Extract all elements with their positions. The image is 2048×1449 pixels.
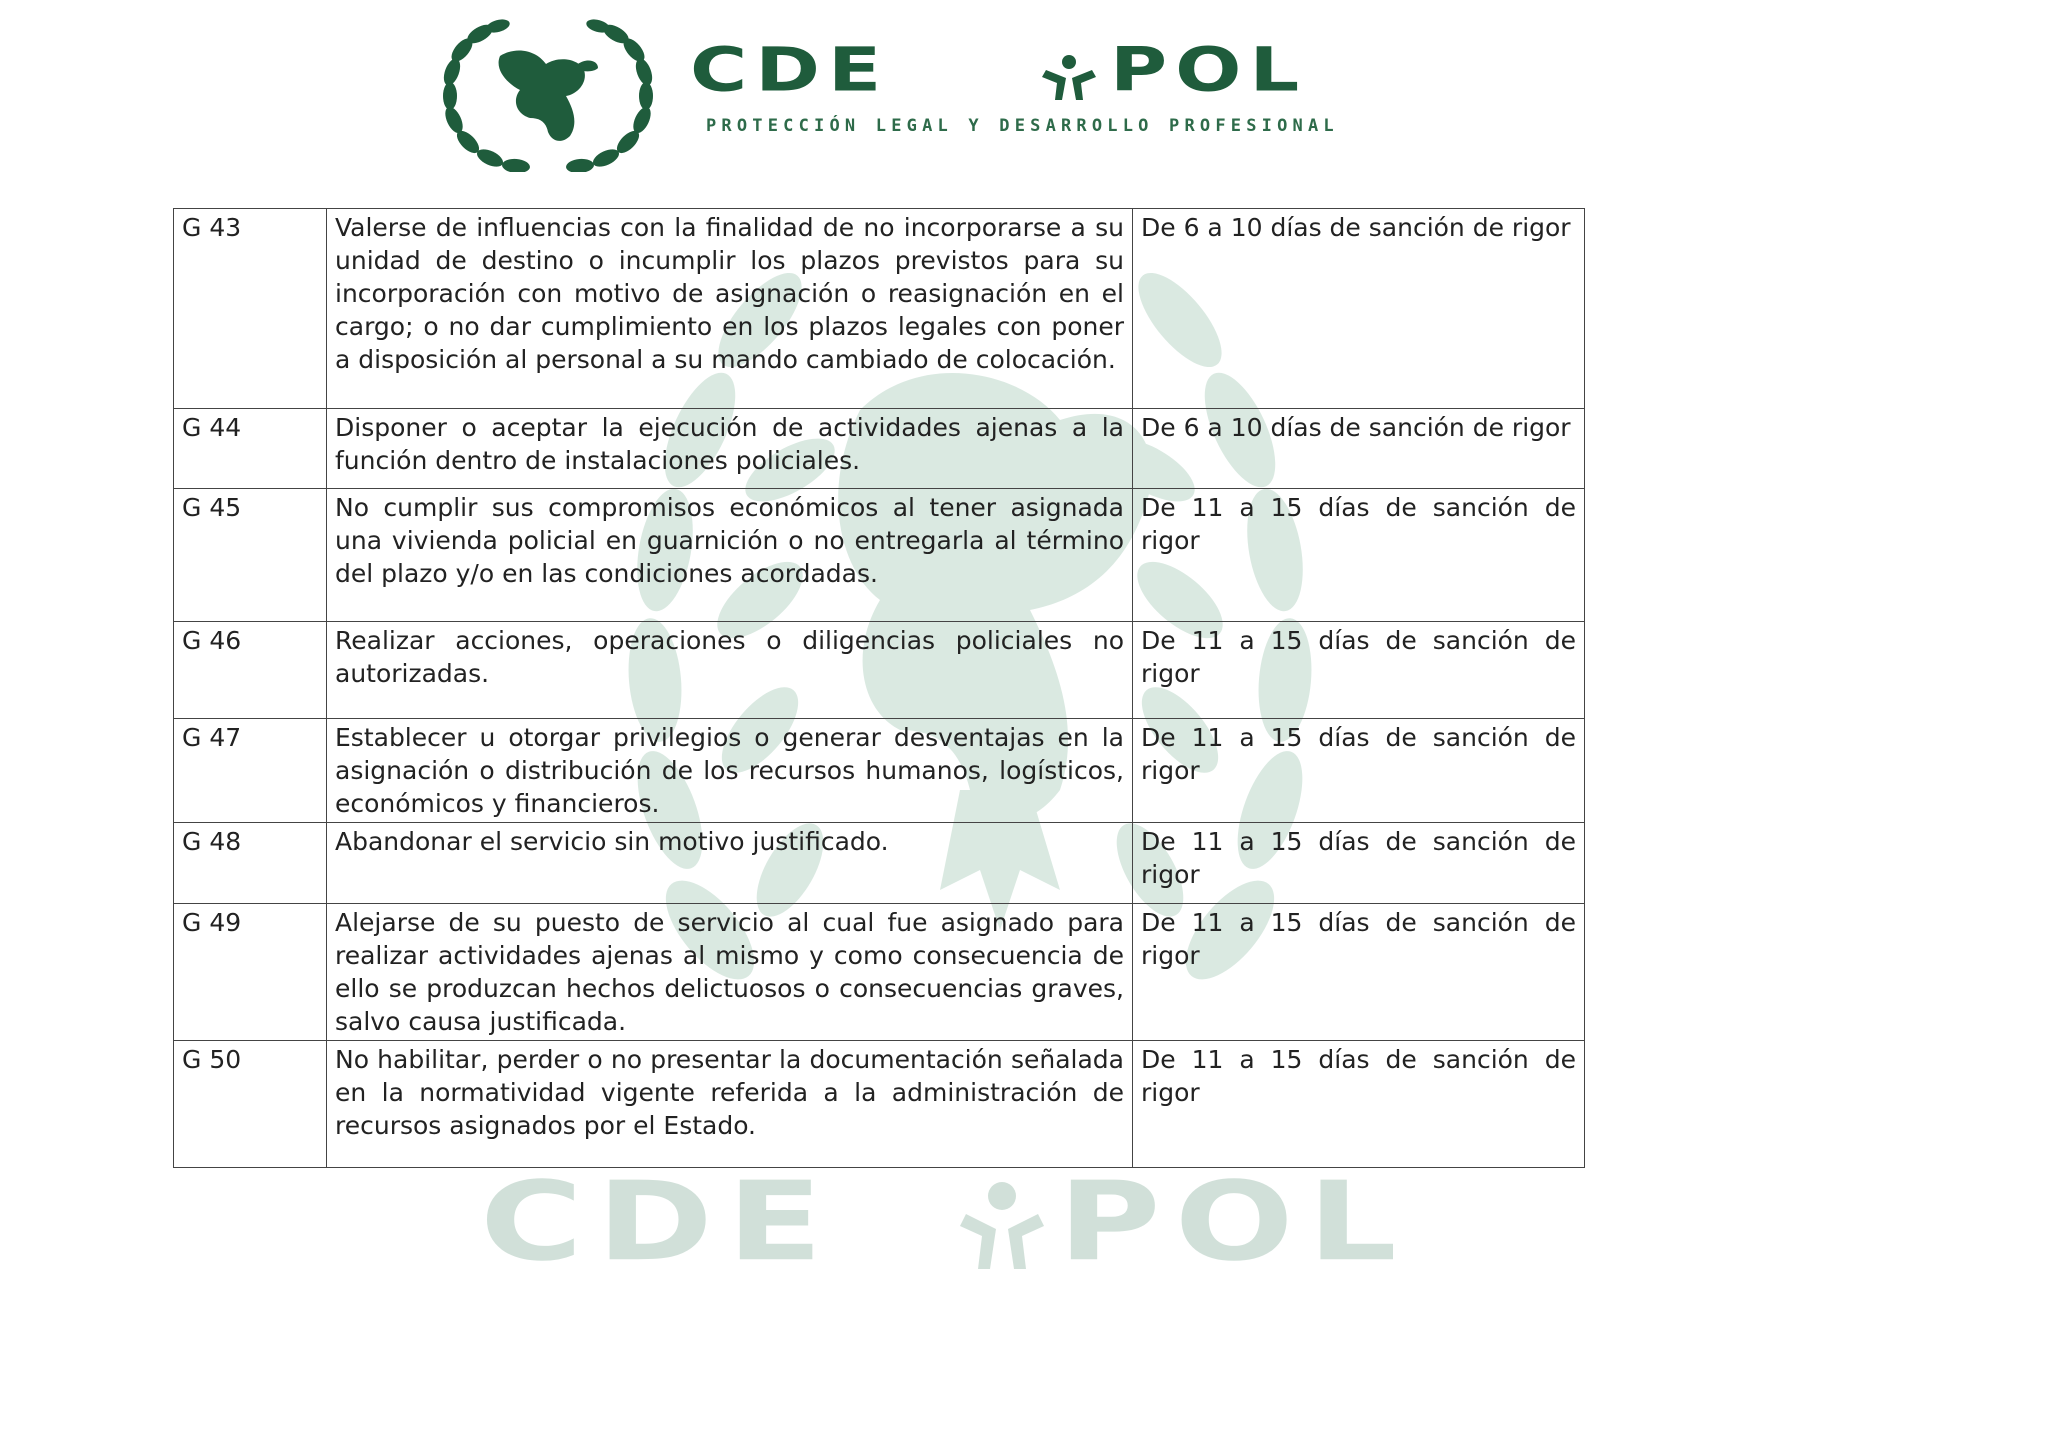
infraction-description: No habilitar, perder o no presentar la documentación señalada en la normatividad vigente referida a la administración de recursos asignados por el Estado.	[327, 1041, 1133, 1168]
infraction-code: G 45	[174, 489, 327, 622]
table-row	[174, 409, 1585, 489]
sanction-text: De 11 a 15 días de sanción de rigor	[1133, 489, 1585, 622]
brand-name-right: POL	[1110, 35, 1308, 106]
document-header	[0, 0, 2048, 180]
watermark-brand-left: CDE	[480, 1158, 837, 1286]
brand-tagline: PROTECCIÓN LEGAL Y DESARROLLO PROFESIONAL	[706, 116, 1339, 136]
watermark-brand	[480, 1158, 1540, 1298]
infraction-code: G 44	[174, 409, 327, 489]
sanctions-table-body	[174, 209, 1585, 1168]
brand-name-left: CDE	[690, 35, 890, 106]
sanction-text: De 11 a 15 días de sanción de rigor	[1133, 823, 1585, 904]
watermark-brand-right: POL	[1058, 1158, 1411, 1286]
infraction-description: Establecer u otorgar privilegios o generar desventajas en la asignación o distribución de los recursos humanos, logísticos, económicos y financieros.	[327, 719, 1133, 823]
table-row	[174, 209, 1585, 409]
crossed-pistols-icon	[1042, 52, 1096, 102]
infraction-description: No cumplir sus compromisos económicos al tener asignada una vivienda policial en guarnición o no entregarla al término del plazo y/o en las condiciones acordadas.	[327, 489, 1133, 622]
sanction-text: De 11 a 15 días de sanción de rigor	[1133, 904, 1585, 1041]
infraction-description: Disponer o aceptar la ejecución de actividades ajenas a la función dentro de instalaciones policiales.	[327, 409, 1133, 489]
eagle-wreath-icon	[428, 16, 668, 172]
table-row	[174, 1041, 1585, 1168]
table-row	[174, 904, 1585, 1041]
table-row	[174, 489, 1585, 622]
brand-logotype	[690, 35, 1470, 106]
infraction-code: G 48	[174, 823, 327, 904]
table-row	[174, 719, 1585, 823]
infraction-code: G 43	[174, 209, 327, 409]
sanction-text: De 11 a 15 días de sanción de rigor	[1133, 622, 1585, 719]
infraction-description: Realizar acciones, operaciones o diligencias policiales no autorizadas.	[327, 622, 1133, 719]
infraction-description: Alejarse de su puesto de servicio al cual fue asignado para realizar actividades ajenas al mismo y como consecuencia de ello se produzcan hechos delictuosos o consecuencias graves, salvo causa justificada.	[327, 904, 1133, 1041]
sanction-text: De 11 a 15 días de sanción de rigor	[1133, 719, 1585, 823]
sanction-text: De 11 a 15 días de sanción de rigor	[1133, 1041, 1585, 1168]
sanction-text: De 6 a 10 días de sanción de rigor	[1133, 209, 1585, 409]
infraction-description: Valerse de influencias con la finalidad de no incorporarse a su unidad de destino o incumplir los plazos previstos para su incorporación con motivo de asignación o reasignación en el cargo; o no dar cumplimiento en los plazos legales con poner a disposición al personal a su mando cambiado de colocación.	[327, 209, 1133, 409]
infraction-code: G 50	[174, 1041, 327, 1168]
infraction-code: G 49	[174, 904, 327, 1041]
infraction-code: G 46	[174, 622, 327, 719]
watermark-crossed-pistols-icon	[956, 1174, 1048, 1274]
infraction-code: G 47	[174, 719, 327, 823]
sanctions-table	[173, 208, 1585, 1168]
table-row	[174, 622, 1585, 719]
infraction-description: Abandonar el servicio sin motivo justificado.	[327, 823, 1133, 904]
sanction-text: De 6 a 10 días de sanción de rigor	[1133, 409, 1585, 489]
table-row	[174, 823, 1585, 904]
